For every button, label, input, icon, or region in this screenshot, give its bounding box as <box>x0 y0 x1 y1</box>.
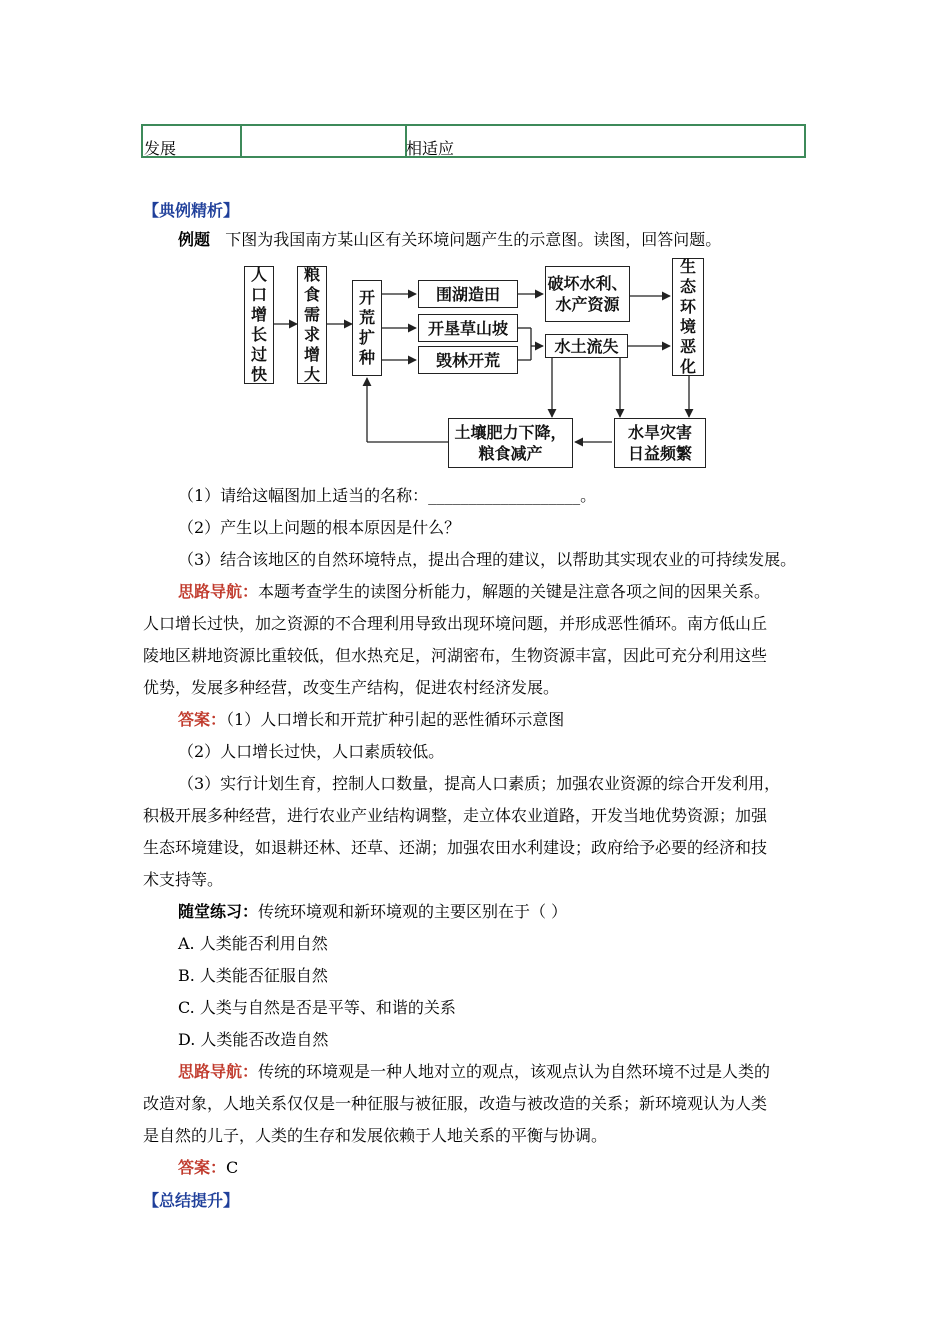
answer-1-line-6: 术支持等。 <box>143 870 224 889</box>
practice-option-c: C. 人类与自然是否是平等、和谐的关系 <box>178 998 456 1017</box>
analysis-1-label: 思路导航： <box>178 582 259 601</box>
box-reclaim-char: 种 <box>358 348 375 367</box>
section-heading-example: 【典例精析】 <box>143 201 240 220</box>
analysis-1-line-1 <box>178 582 823 602</box>
box-eco-char: 环 <box>679 297 696 316</box>
box-food-char: 粮 <box>303 265 320 284</box>
box-water-damage-line: 水产资源 <box>555 295 620 314</box>
box-flood-drought-disasters <box>614 418 706 468</box>
box-soil-erosion: 水土流失 <box>545 334 628 358</box>
table-cell-1-text: 发展 <box>144 139 177 158</box>
box-population-char: 增 <box>250 305 267 324</box>
box-land-reclamation <box>352 280 382 376</box>
practice-option-d: D. 人类能否改造自然 <box>178 1030 329 1049</box>
analysis-2-line-1 <box>178 1062 823 1082</box>
practice-question <box>178 902 823 922</box>
answer-1-text: （1）人口增长和开荒扩种引起的恶性循环示意图 <box>226 710 565 729</box>
answer-1-label: 答案： <box>178 710 227 729</box>
question-2: （2）产生以上问题的根本原因是什么？ <box>178 518 461 537</box>
box-population-char: 过 <box>250 345 267 364</box>
table-cell-3-text: 相适应 <box>406 139 455 158</box>
box-water-resource-damage <box>545 266 630 322</box>
table-cell-1 <box>143 126 242 156</box>
box-eco-char: 态 <box>679 277 696 296</box>
box-population-char: 快 <box>250 365 267 384</box>
box-food-char: 求 <box>303 325 320 344</box>
box-population-growth <box>244 266 274 384</box>
example-label: 例题 <box>178 230 211 249</box>
box-population-char: 口 <box>250 285 267 304</box>
analysis-1-line-3: 陵地区耕地资源比重较低，但水热充足，河湖密布，生物资源丰富，因此可充分利用这些 <box>143 646 768 665</box>
answer-2-value: C <box>226 1158 239 1177</box>
box-population-char: 人 <box>250 265 267 284</box>
box-hill-reclamation: 开垦草山坡 <box>418 314 518 342</box>
answer-1-line-4: 积极开展多种经营，进行农业产业结构调整，走立体农业道路，开发当地优势资源；加强 <box>143 806 768 825</box>
box-eco-char: 化 <box>679 357 696 376</box>
box-disaster-line: 日益频繁 <box>627 444 692 463</box>
section-heading-summary: 【总结提升】 <box>143 1191 240 1210</box>
answer-1-line-1 <box>178 710 823 730</box>
box-lake-reclamation: 围湖造田 <box>418 280 518 308</box>
box-reclaim-char: 荒 <box>358 308 375 327</box>
analysis-1-line-4: 优势，发展多种经营，改变生产结构，促进农村经济发展。 <box>143 678 560 697</box>
analysis-1-text: 本题考查学生的读图分析能力，解题的关键是注意各项之间的因果关系。 <box>258 582 771 601</box>
box-food-char: 增 <box>303 345 320 364</box>
cause-effect-diagram <box>236 254 716 474</box>
box-eco-char: 生 <box>679 257 696 276</box>
question-1: （1）请给这幅图加上适当的名称：___________________。 <box>178 486 597 505</box>
analysis-2-line-3: 是自然的儿子，人类的生存和发展依赖于人地关系的平衡与协调。 <box>143 1126 608 1145</box>
box-soil-fertility-decline <box>448 418 573 468</box>
practice-label: 随堂练习： <box>178 902 259 921</box>
example-text: 下图为我国南方某山区有关环境问题产生的示意图。读图，回答问题。 <box>225 230 722 249</box>
practice-option-a: A. 人类能否利用自然 <box>178 934 328 953</box>
box-ecological-deterioration <box>672 258 704 376</box>
analysis-2-line-2: 改造对象，人地关系仅仅是一种征服与被征服，改造与被改造的关系；新环境观认为人类 <box>143 1094 768 1113</box>
box-eco-char: 境 <box>679 317 696 336</box>
practice-text: 传统环境观和新环境观的主要区别在于（ ） <box>258 902 568 921</box>
analysis-2-text: 传统的环境观是一种人地对立的观点，该观点认为自然环境不过是人类的 <box>258 1062 771 1081</box>
example-prompt <box>178 230 823 250</box>
box-deforestation: 毁林开荒 <box>418 346 518 374</box>
answer-1-line-5: 生态环境建设，如退耕还林、还草、还湖；加强农田水利建设；政府给予必要的经济和技 <box>143 838 768 857</box>
answer-1-line-2: （2）人口增长过快，人口素质较低。 <box>178 742 445 761</box>
analysis-1-line-2: 人口增长过快，加之资源的不合理利用导致出现环境问题，并形成恶性循环。南方低山丘 <box>143 614 768 633</box>
box-water-damage-line: 破坏水利、 <box>547 274 628 293</box>
box-population-char: 长 <box>250 325 267 344</box>
box-reclaim-char: 开 <box>358 288 375 307</box>
answer-2-label: 答案： <box>178 1158 227 1177</box>
question-3: （3）结合该地区的自然环境特点，提出合理的建议，以帮助其实现农业的可持续发展。 <box>178 550 797 569</box>
box-food-demand <box>297 266 327 384</box>
practice-option-b: B. 人类能否征服自然 <box>178 966 328 985</box>
table-cell-2 <box>242 126 407 156</box>
analysis-2-label: 思路导航： <box>178 1062 259 1081</box>
box-soil-line: 粮食减产 <box>478 444 543 463</box>
box-eco-char: 恶 <box>679 337 696 356</box>
box-food-char: 大 <box>303 365 320 384</box>
table-fragment <box>141 124 806 158</box>
box-soil-line: 土壤肥力下降， <box>454 423 567 442</box>
box-food-char: 需 <box>303 305 320 324</box>
box-reclaim-char: 扩 <box>358 328 375 347</box>
answer-2 <box>178 1158 823 1178</box>
answer-1-line-3: （3）实行计划生育，控制人口数量，提高人口素质；加强农业资源的综合开发利用， <box>178 774 781 793</box>
box-disaster-line: 水旱灾害 <box>627 423 692 442</box>
box-food-char: 食 <box>303 285 320 304</box>
